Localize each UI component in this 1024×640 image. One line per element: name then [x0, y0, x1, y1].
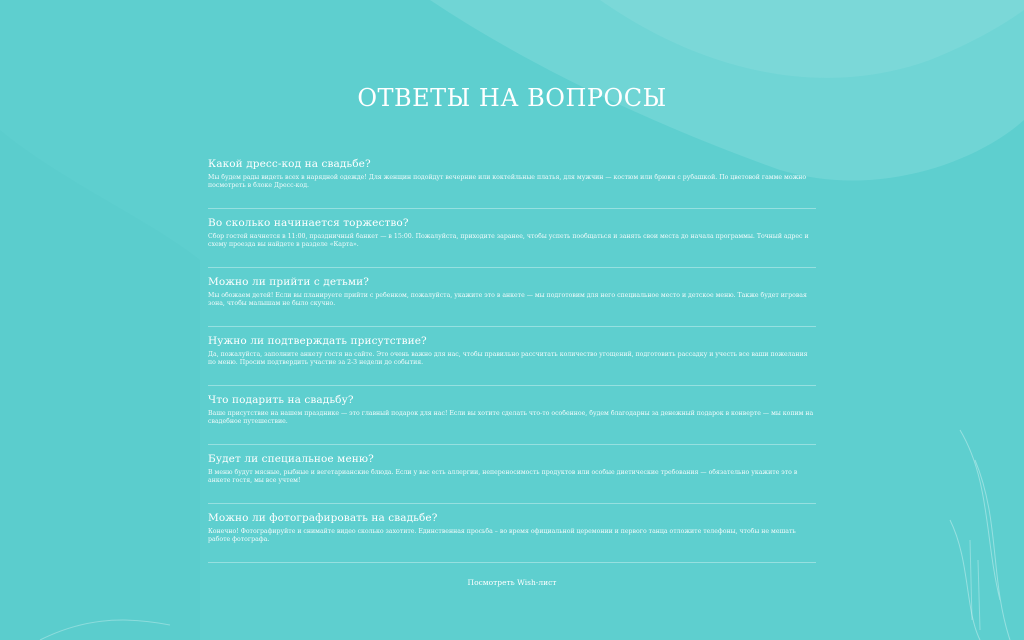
faq-question: Можно ли прийти с детьми? — [208, 276, 369, 288]
faq-item-menu — [208, 445, 816, 504]
page-title: ОТВЕТЫ НА ВОПРОСЫ — [357, 84, 667, 112]
wishlist-link[interactable]: Посмотреть Wish-лист — [467, 578, 557, 587]
faq-answer: Сбор гостей начнется в 11:00, праздничный банкет — в 15:00. Пожалуйста, приходите заранее, чтобы успеть пообщаться и занять свои места до начала программы. Точный адрес и схему проезда вы найдете в разделе «Карта». — [208, 233, 809, 249]
faq-item-dress-code — [208, 150, 816, 209]
faq-question: Нужно ли подтверждать присутствие? — [208, 335, 427, 347]
faq-item-start-time — [208, 209, 816, 268]
faq-answer: Конечно! Фотографируйте и снимайте видео сколько захотите. Единственная просьба – во время официальной церемонии и первого танца отложите телефоны, чтобы не мешать работе фотографа. — [208, 528, 796, 544]
faq-item-rsvp — [208, 327, 816, 386]
faq-question: Во сколько начинается торжество? — [208, 217, 409, 229]
faq-answer: В меню будут мясные, рыбные и вегетарианские блюда. Если у вас есть аллергии, непереносимость продуктов или особые диетические требования — обязательно укажите это в анкете гостя, мы все учтем! — [208, 469, 798, 485]
faq-answer: Да, пожалуйста, заполните анкету гостя на сайте. Это очень важно для нас, чтобы правильно рассчитать количество угощений, подготовить рассадку и учесть все ваши пожелания по меню. Просим подтвердить участие за 2-3 недели до события. — [208, 351, 808, 367]
faq-item-photos — [208, 504, 816, 563]
faq-item-gift — [208, 386, 816, 445]
faq-answer: Мы будем рады видеть всех в нарядной одежде! Для женщин подойдут вечерние или коктейльные платья, для мужчин — костюм или брюки с рубашкой. По цветовой гамме можно посмотреть в блоке Дресс-код. — [208, 174, 807, 190]
faq-answer: Мы обожаем детей! Если вы планируете прийти с ребенком, пожалуйста, укажите это в анкете — мы подготовим для него специальное место и детское меню. Также будет игровая зона, чтобы малышам не было скучно. — [208, 292, 807, 308]
faq-question: Можно ли фотографировать на свадьбе? — [208, 512, 438, 524]
faq-item-children — [208, 268, 816, 327]
faq-question: Что подарить на свадьбу? — [208, 394, 354, 406]
faq-question: Какой дресс-код на свадьбе? — [208, 158, 371, 170]
faq-list — [208, 150, 816, 563]
faq-answer: Ваше присутствие на нашем празднике — это главный подарок для нас! Если вы хотите сделать что-то особенное, будем благодарны за денежный подарок в конверте — мы копим на свадебное путешествие. — [208, 410, 814, 426]
faq-question: Будет ли специальное меню? — [208, 453, 374, 465]
